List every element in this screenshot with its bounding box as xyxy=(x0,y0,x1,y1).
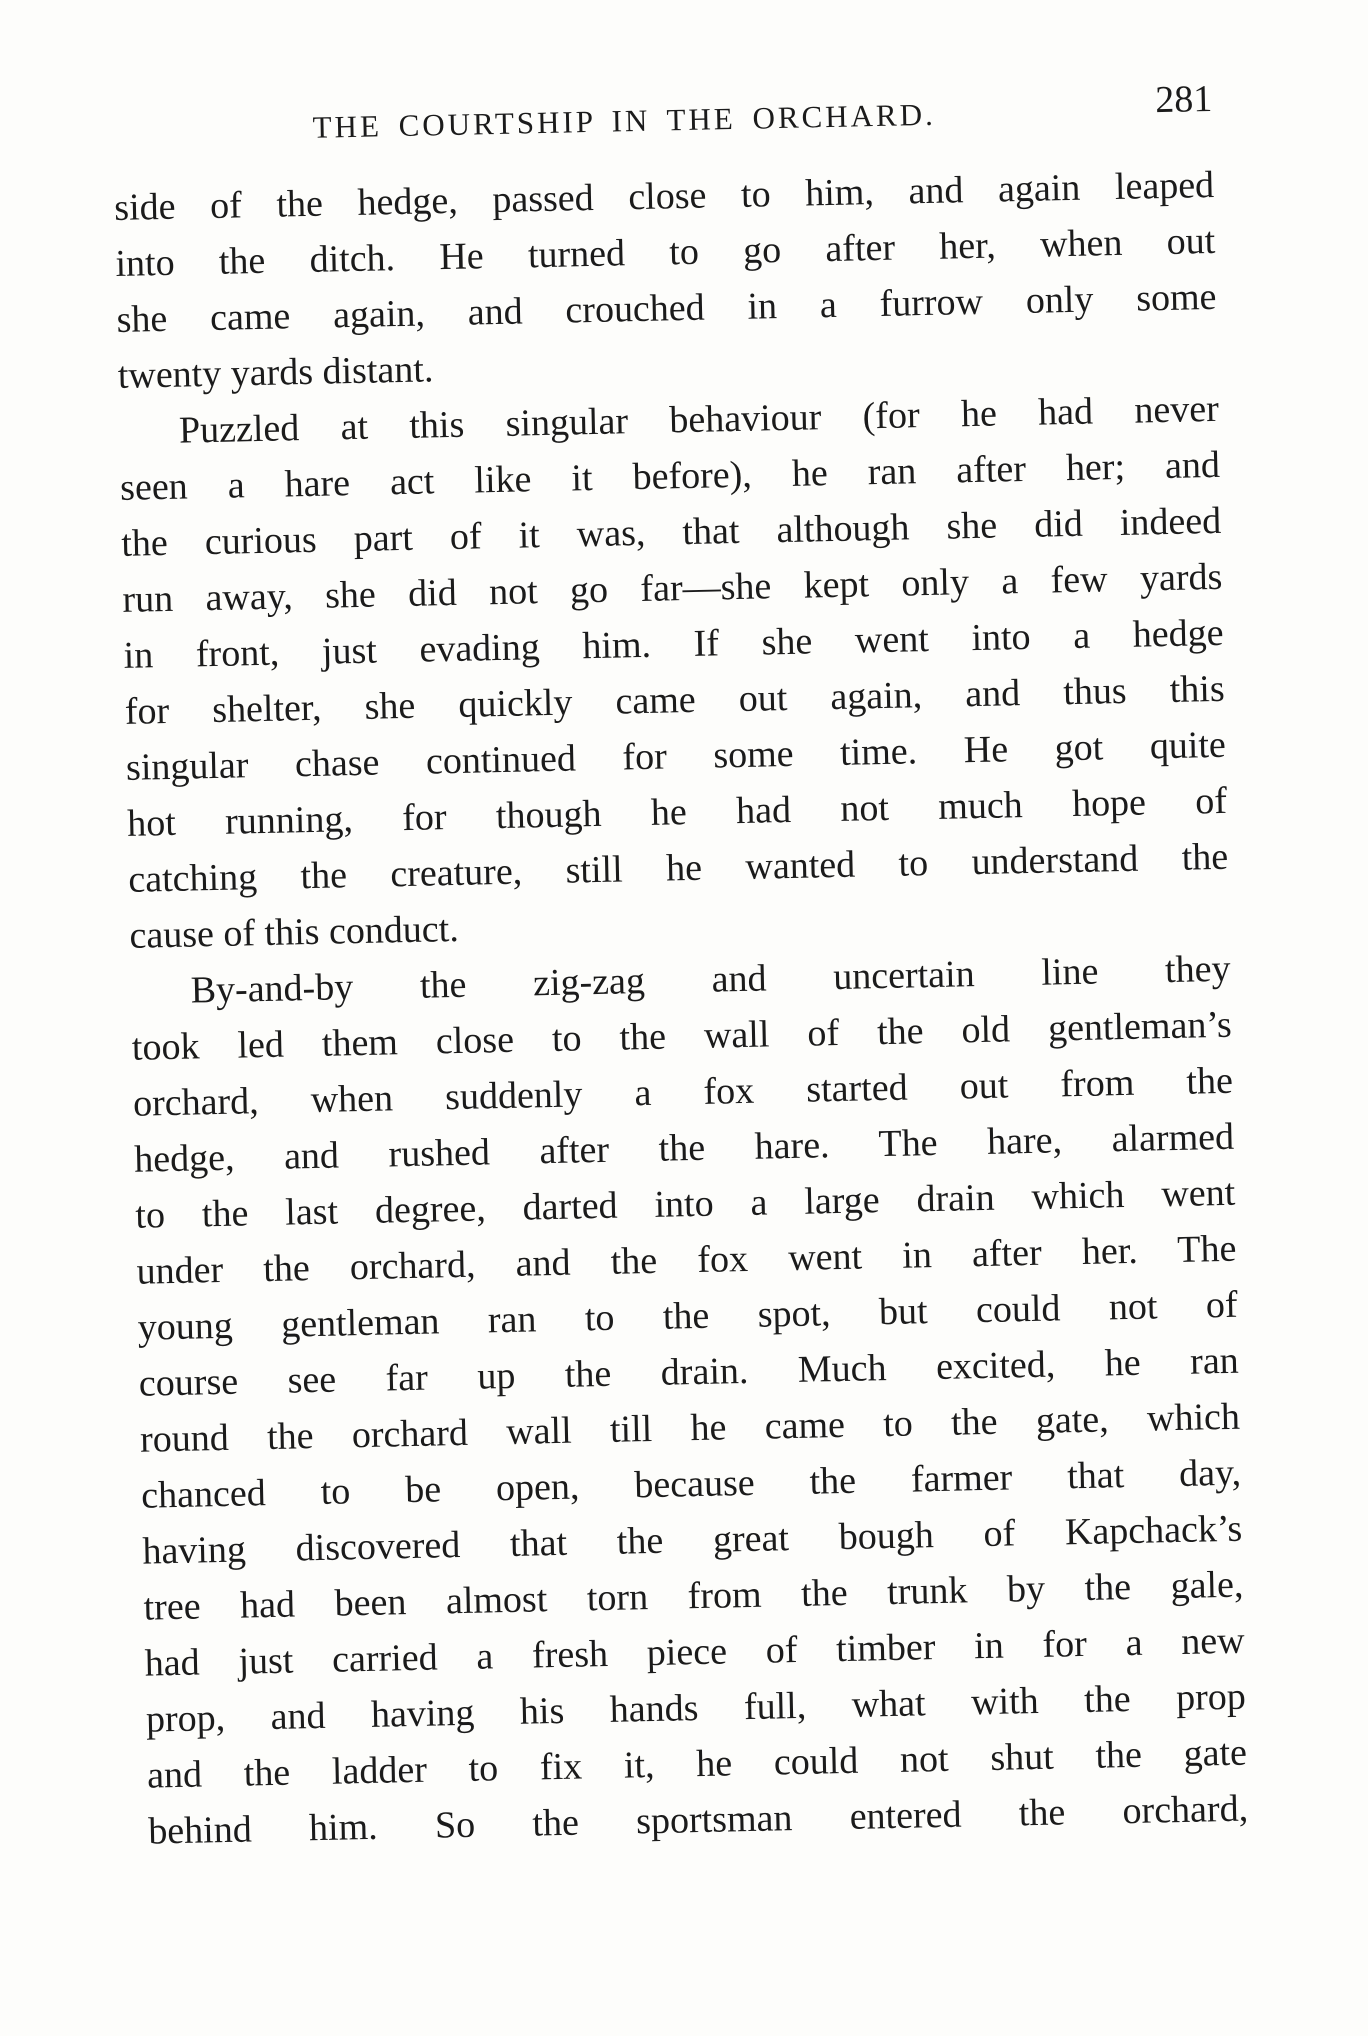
text-line: behind him. So the sportsman entered the orchard, xyxy=(147,1787,1249,1853)
text-line: tree had been almost torn from the trunk by the gale, xyxy=(143,1563,1244,1629)
paragraph-3 xyxy=(130,941,1249,1860)
text-line: had just carried a fresh piece of timber in for a new xyxy=(144,1619,1245,1685)
text-line: Puzzled at this singular behaviour (for he had never xyxy=(178,387,1220,452)
running-head xyxy=(112,75,1213,162)
text-line: seen a hare act like it before), he ran after her; and xyxy=(119,443,1221,509)
text-line: took led them close to the wall of the old gentleman’s xyxy=(131,1003,1233,1069)
text-line: course see far up the drain. Much excited, he ran xyxy=(138,1339,1240,1405)
text-line: hedge, and rushed after the hare. The hare, alarmed xyxy=(133,1115,1235,1181)
text-line: the curious part of it was, that although she did indeed xyxy=(120,499,1222,565)
text-line: into the ditch. He turned to go after her, when out xyxy=(115,219,1216,285)
running-title: THE COURTSHIP IN THE ORCHARD. xyxy=(312,96,937,145)
text-line: to the last degree, darted into a large drain which went xyxy=(134,1171,1236,1237)
text-line: for shelter, she quickly came out again, and thus this xyxy=(124,667,1226,733)
text-line: singular chase continued for some time. He got quite xyxy=(125,723,1227,789)
text-line: she came again, and crouched in a furrow only some xyxy=(116,275,1217,341)
text-line: under the orchard, and the fox went in after her. The xyxy=(136,1227,1237,1293)
paragraph-2 xyxy=(118,381,1229,964)
text-line: hot running, for though he had not much hope of xyxy=(126,779,1228,845)
text-line: prop, and having his hands full, what with the prop xyxy=(145,1675,1247,1741)
text-line: round the orchard wall till he came to the gate, which xyxy=(139,1395,1241,1461)
text-line: young gentleman ran to the spot, but could not of xyxy=(137,1283,1238,1349)
text-line: run away, she did not go far—she kept only a few yards xyxy=(122,555,1223,621)
text-line: and the ladder to fix it, he could not shut the gate xyxy=(146,1731,1248,1797)
text-line: By-and-by the zig-zag and uncertain line they xyxy=(190,947,1231,1012)
text-line: cause of this conduct. xyxy=(129,907,460,957)
text-line: side of the hedge, passed close to him, and again leaped xyxy=(113,163,1215,229)
text-line: chanced to be open, because the farmer that day, xyxy=(140,1451,1242,1517)
text-line: twenty yards distant. xyxy=(117,348,434,397)
text-line: in front, just evading him. If she went into a hedge xyxy=(123,611,1224,677)
paragraph-1 xyxy=(114,157,1218,404)
page-number: 281 xyxy=(1154,77,1213,122)
text-line: orchard, when suddenly a fox started out from the xyxy=(132,1059,1234,1125)
text-line: catching the creature, still he wanted to understand the xyxy=(127,835,1229,901)
text-line: having discovered that the great bough of Kapchack’s xyxy=(142,1507,1243,1573)
text-block xyxy=(112,75,1249,1860)
